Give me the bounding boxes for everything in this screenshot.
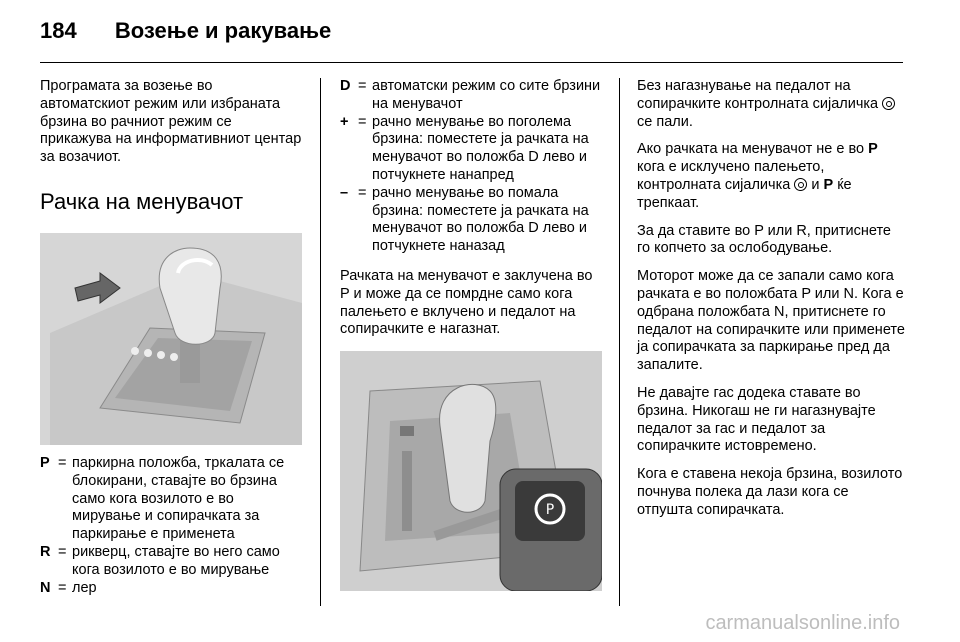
release-button-illustration: [340, 351, 602, 591]
list-item: – = рачно менување во помала брзина: поместете ја рачката на менувачот во положба D лево и потчукнете наназад: [340, 184, 589, 255]
column-3: [637, 78, 905, 530]
watermark: carmanualsonline.info: [705, 612, 900, 634]
column-2: [340, 78, 605, 591]
svg-text:P: P: [545, 502, 555, 519]
release-paragraph: За да ставите во P или R, притиснете го копчето за ослободување.: [637, 222, 891, 257]
ignition-paragraph: Ако рачката на менувачот не е во P кога е исклучено палењето, контролната сијаличка и P ќе трепкаат.: [637, 141, 878, 211]
list-item: P = паркирна положба, тркалата се блокирани, ставајте во брзина само кога возилото е во мирување и сопирачката за паркирање е применета: [40, 454, 285, 543]
column-divider: [619, 78, 620, 606]
gear-lever-figure: [40, 233, 302, 445]
release-button-figure: [340, 351, 602, 591]
column-1: [40, 78, 302, 597]
brake-lamp-icon: [882, 97, 895, 110]
page-title: Возење и ракување: [114, 18, 332, 43]
brake-warning-paragraph: Без нагазнување на педалот на сопирачките контролната сијаличка се пали.: [637, 78, 905, 131]
gear-lever-illustration: [40, 233, 302, 445]
intro-paragraph: Програмата за возење во автоматскиот режим или избраната брзина во рачниот режим се прикажува на информативниот центар за возачиот.: [40, 78, 302, 166]
list-item: D = автоматски режим со сите брзини на менувачот: [340, 78, 601, 112]
list-item: R = рикверц, ставајте во него само кога возилото е во мирување: [40, 543, 280, 578]
positions-list-cont: [340, 78, 605, 256]
column-divider: [320, 78, 321, 606]
page-number: 184: [40, 18, 77, 43]
throttle-paragraph: Не давајте гас додека ставате во брзина. Никогаш не ги нагазнувајте педалот за гас и педалот за сопирачките истовремено.: [637, 384, 876, 455]
list-item: N = лер: [40, 579, 97, 596]
lock-paragraph: Рачката на менувачот е заклучена во P и може да се помрдне само кога палењето е вклучено и педалот на сопирачките е нагазнат.: [340, 267, 593, 338]
creep-paragraph: Кога е ставена некоја брзина, возилото почнува полека да лази кога се отпушта сопирачката.: [637, 466, 903, 518]
positions-list: [40, 455, 302, 597]
header-rule: [40, 62, 903, 63]
section-heading: Рачка на менувачот: [40, 188, 244, 214]
list-item: + = рачно менување во поголема брзина: поместете ја рачката на менувачот во положба D лево и потчукнете нанапред: [340, 113, 589, 183]
page-header: [40, 18, 331, 44]
brake-lamp-icon: [794, 178, 807, 191]
start-paragraph: Моторот може да се запали само кога рачката е во положбата P или N. Кога е одбрана положбата N, притиснете го педалот на сопирачките или применете ја сопирачката за паркирање пред да запалите.: [637, 268, 905, 374]
